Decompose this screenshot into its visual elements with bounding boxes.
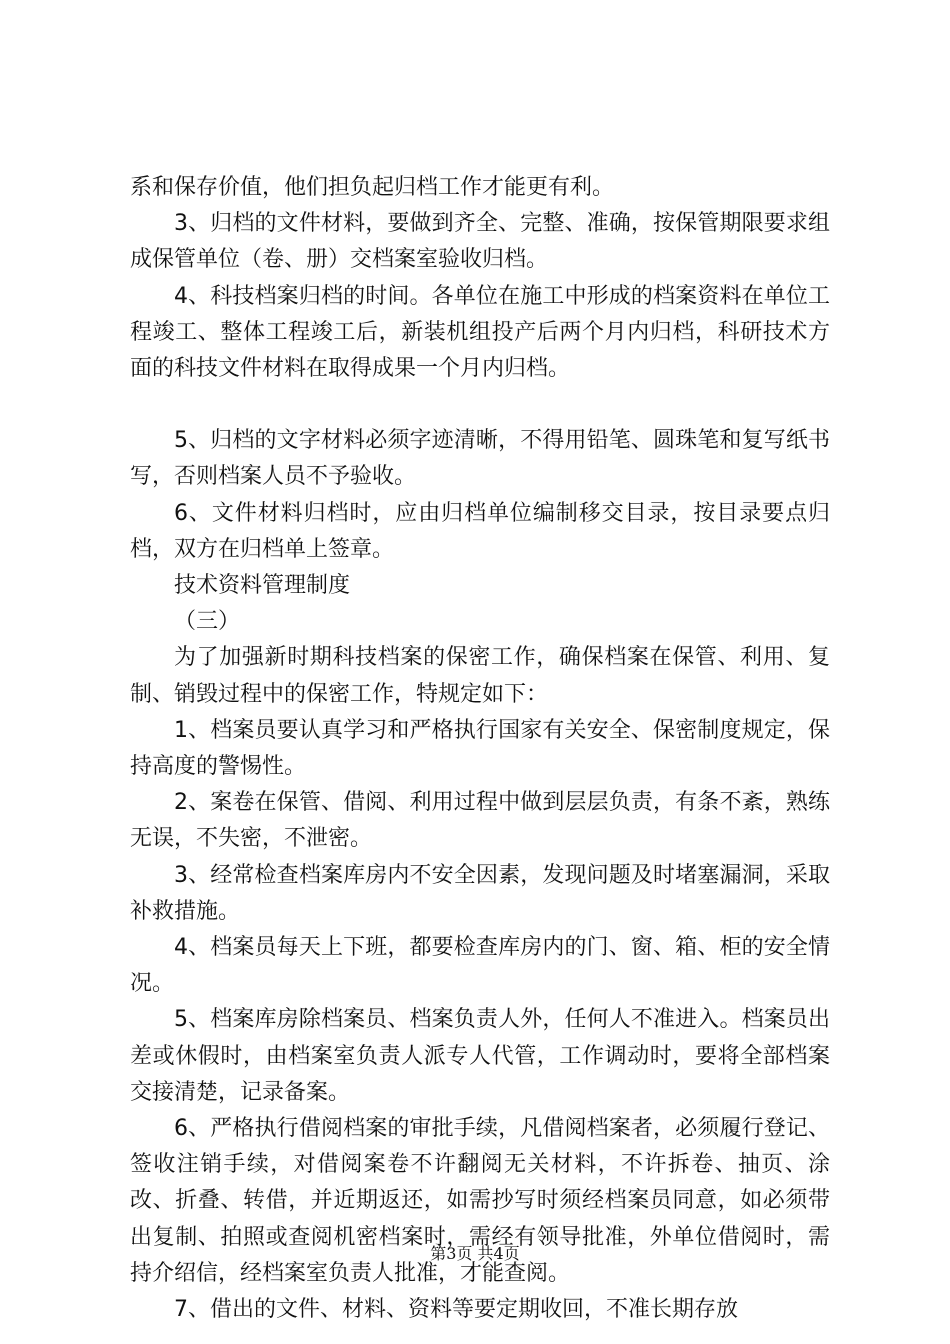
document-body [130,170,830,1328]
paragraph: 系和保存价值，他们担负起归档工作才能更有利。 [130,175,615,200]
section-number: （三） [174,609,241,635]
paragraph: 3、经常检查档案库房内不安全因素，发现问题及时堵塞漏洞，采取补救措施。 [130,862,830,924]
paragraph: 3、归档的文件材料，要做到齐全、完整、准确，按保管期限要求组成保管单位（卷、册）交档案室验收归档。 [130,211,830,273]
paragraph: 7、借出的文件、材料、资料等要定期收回，不准长期存放 [174,1297,738,1323]
paragraph: 2、案卷在保管、借阅、利用过程中做到层层负责，有条不紊，熟练无误，不失密，不泄密。 [130,790,830,852]
paragraph: 4、科技档案归档的时间。各单位在施工中形成的档案资料在单位工程竣工、整体工程竣工后，新装机组投产后两个月内归档，科研技术方面的科技文件材料在取得成果一个月内归档。 [130,283,830,382]
paragraph: 4、档案员每天上下班，都要检查库房内的门、窗、箱、柜的安全情况。 [130,935,830,997]
section-title: 技术资料管理制度 [174,573,351,599]
paragraph: 5、档案库房除档案员、档案负责人外，任何人不准进入。档案员出差或休假时，由档案室负责人派专人代管，工作调动时，要将全部档案交接清楚，记录备案。 [130,1007,830,1105]
paragraph: 为了加强新时期科技档案的保密工作，确保档案在保管、利用、复制、销毁过程中的保密工作，特规定如下： [130,645,830,707]
paragraph: 1、档案员要认真学习和严格执行国家有关安全、保密制度规定，保持高度的警惕性。 [130,717,830,780]
paragraph: 5、归档的文字材料必须字迹清晰，不得用铅笔、圆珠笔和复写纸书写，否则档案人员不予验收。 [130,428,830,490]
page-footer: 第3页 共4页 [430,1244,520,1263]
paragraph: 6、严格执行借阅档案的审批手续，凡借阅档案者，必须履行登记、签收注销手续，对借阅案卷不许翻阅无关材料，不许拆卷、抽页、涂改、折叠、转借，并近期返还，如需抄写时须经档案员同意，如必须带出复制、拍照或查阅机密档案时，需经有领导批准，外单位借阅时，需持介绍信，经档案室负责人批准，才能查阅。 [130,1116,830,1286]
paragraph: 6、文件材料归档时，应由归档单位编制移交目录，按目录要点归档，双方在归档单上签章。 [130,500,830,562]
